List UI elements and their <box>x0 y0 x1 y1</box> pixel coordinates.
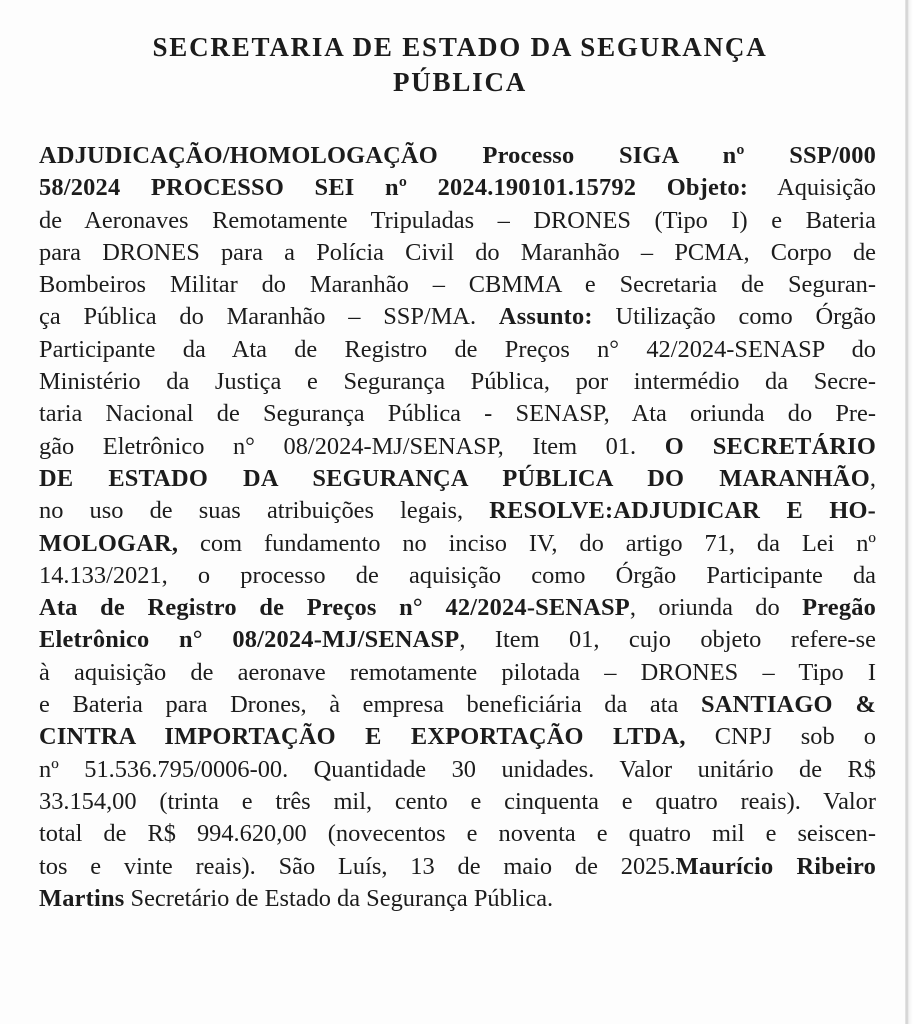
body-line <box>39 592 876 624</box>
body-line <box>39 431 876 463</box>
body-line <box>39 495 876 527</box>
body-line <box>39 140 876 172</box>
body-text: à aquisição de aeronave remotamente pilotada – DRONES – Tipo I <box>39 658 876 686</box>
bold-text: DE ESTADO DA SEGURANÇA PÚBLICA DO MARANHÃO <box>39 464 870 492</box>
body-line <box>39 624 876 656</box>
body-line <box>39 528 876 560</box>
body-text: , <box>869 464 876 492</box>
body-text: 14.133/2021, o processo de aquisição como Órgão Participante da <box>39 561 876 589</box>
bold-text: CINTRA IMPORTAÇÃO E EXPORTAÇÃO LTDA, <box>39 723 686 751</box>
body-text: nº 51.536.795/0006-00. Quantidade 30 unidades. Valor unitário de R$ <box>39 755 876 783</box>
section-title-line-2: PÚBLICA <box>392 67 528 97</box>
body-line <box>39 172 876 204</box>
body-text: Utilização como Órgão <box>592 303 876 331</box>
body-text: com fundamento no inciso IV, do artigo 71, da Lei nº <box>178 529 876 557</box>
body-line <box>39 237 876 269</box>
bold-text: Ata de Registro de Preços n° 42/2024-SENASP <box>39 594 630 622</box>
notice-body <box>39 140 876 915</box>
body-line <box>39 883 876 915</box>
body-line <box>39 334 876 366</box>
bold-text: O SECRETÁRIO <box>664 432 877 460</box>
bold-text: ADJUDICAÇÃO/HOMOLOGAÇÃO Processo SIGA nº SSP/000 <box>39 142 876 169</box>
body-text: tos e vinte reais). São Luís, 13 de maio de 2025. <box>39 852 676 880</box>
bold-text: Assunto: <box>498 303 593 331</box>
body-line <box>39 398 876 430</box>
body-text: Aquisição <box>748 174 876 202</box>
body-line <box>39 721 876 753</box>
bold-text: MOLOGAR, <box>39 529 179 557</box>
body-line <box>39 851 876 883</box>
body-text: no uso de suas atribuições legais, <box>39 497 490 525</box>
body-line <box>39 463 876 495</box>
body-text: taria Nacional de Segurança Pública - SENASP, Ata oriunda do Pre- <box>39 400 876 428</box>
body-text: e Bateria para Drones, à empresa beneficiária da ata <box>39 691 701 719</box>
body-text: Bombeiros Militar do Maranhão – CBMMA e Secretaria de Seguran- <box>39 271 876 299</box>
body-line <box>39 560 876 592</box>
body-line <box>39 366 876 398</box>
bold-text: Maurício Ribeiro <box>675 852 876 880</box>
column-divider <box>905 0 913 1024</box>
body-text: Participante da Ata de Registro de Preços n° 42/2024-SENASP do <box>39 335 876 363</box>
body-line <box>39 754 876 786</box>
body-text: , oriunda do <box>629 594 803 622</box>
body-line <box>39 818 876 850</box>
body-text: de Aeronaves Remotamente Tripuladas – DRONES (Tipo I) e Bateria <box>39 206 876 234</box>
section-title-line-1: SECRETARIA DE ESTADO DA SEGURANÇA <box>152 32 768 62</box>
body-text: total de R$ 994.620,00 (novecentos e noventa e quatro mil e seiscen- <box>39 820 876 848</box>
body-text: Ministério da Justiça e Segurança Pública, por intermédio da Secre- <box>39 368 876 396</box>
body-line <box>39 786 876 818</box>
body-line <box>39 689 876 721</box>
body-line <box>39 269 876 301</box>
bold-text: RESOLVE:ADJUDICAR E HO- <box>489 497 876 525</box>
body-text: ça Pública do Maranhão – SSP/MA. <box>39 303 499 331</box>
body-line <box>39 205 876 237</box>
body-line <box>39 301 876 333</box>
body-text: Secretário de Estado da Segurança Pública. <box>124 884 554 912</box>
section-title <box>40 30 880 100</box>
body-line <box>39 657 876 689</box>
body-text: , Item 01, cujo objeto refere-se <box>459 626 876 654</box>
bold-text: 58/2024 PROCESSO SEI nº 2024.190101.15792 Objeto: <box>39 174 749 202</box>
bold-text: Pregão <box>802 594 877 622</box>
bold-text: Martins <box>39 884 125 912</box>
body-text: para DRONES para a Polícia Civil do Maranhão – PCMA, Corpo de <box>39 238 876 266</box>
bold-text: Eletrônico n° 08/2024-MJ/SENASP <box>39 626 460 654</box>
body-text: CNPJ sob o <box>685 723 876 751</box>
bold-text: SANTIAGO & <box>700 691 876 719</box>
body-text: gão Eletrônico n° 08/2024-MJ/SENASP, Item 01. <box>39 432 665 460</box>
body-text: 33.154,00 (trinta e três mil, cento e cinquenta e quatro reais). Valor <box>39 787 876 815</box>
